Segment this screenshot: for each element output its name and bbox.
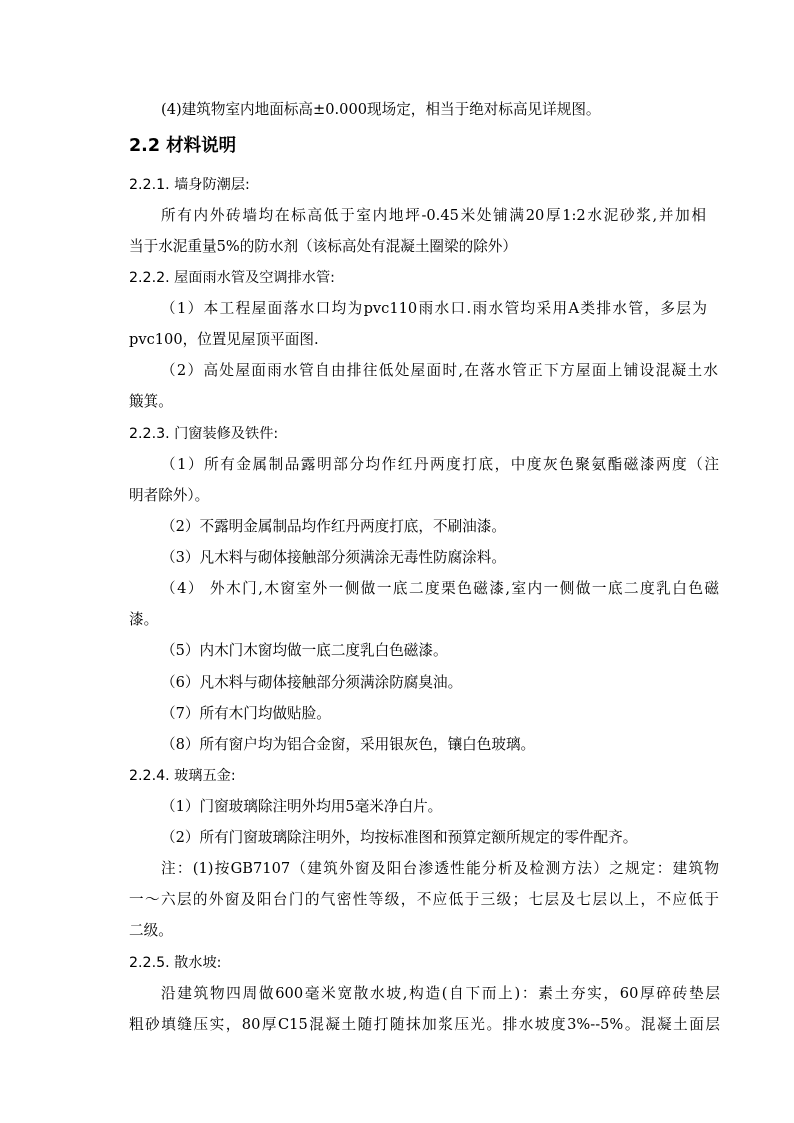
subheading-glass-hardware: 2.2.4. 玻璃五金: [129,768,236,784]
paragraph-line: （1）门窗玻璃除注明外均用5毫米净白片。 [161,798,443,815]
paragraph-line: 明者除外）。 [129,487,210,504]
paragraph-line: （7）所有木门均做贴脸。 [161,705,331,722]
paragraph-line: 当于水泥重量5%的防水剂（该标高处有混凝土圈梁的除外） [129,238,517,255]
paragraph-note-line: 一～六层的外窗及阳台门的气密性等级，不应低于三级；七层及七层以上，不应低于 [129,891,719,908]
paragraph-line: 沿建筑物四周做600毫米宽散水坡,构造(自下而上)：素土夯实，60厚碎砖垫层 [161,985,720,1002]
paragraph-elevation-note: (4)建筑物室内地面标高±0.000现场定，相当于绝对标高见详规图。 [161,101,601,118]
paragraph-line: （1）所有金属制品露明部分均作红丹两度打底，中度灰色聚氨酯磁漆两度（注 [161,456,719,473]
section-heading-materials: 2.2 材料说明 [129,136,237,156]
paragraph-line: （2）高处屋面雨水管自由排往低处屋面时,在落水管正下方屋面上铺设混凝土水 [161,362,718,379]
paragraph-line: pvc100，位置见屋顶平面图. [129,331,319,348]
paragraph-line: 簸箕。 [129,393,173,410]
paragraph-line: 所有内外砖墙均在标高低于室内地坪-0.45米处铺满20厚1:2水泥砂浆,并加相 [161,207,706,224]
subheading-apron: 2.2.5. 散水坡: [129,955,222,971]
subheading-doors-windows: 2.2.3. 门窗装修及铁件: [129,426,279,442]
paragraph-line: （5）内木门木窗均做一底二度乳白色磁漆。 [161,642,448,659]
paragraph-line: （2）所有门窗玻璃除注明外，均按标准图和预算定额所规定的零件配齐。 [161,829,638,846]
paragraph-line: （2）不露明金属制品均作红丹两度打底，不刷油漆。 [161,518,506,535]
paragraph-line: （1）本工程屋面落水口均为pvc110雨水口.雨水管均采用A类排水管，多层为 [161,300,707,317]
paragraph-line: （3）凡木料与砌体接触部分须满涂无毒性防腐涂料。 [161,549,506,566]
paragraph-line: （8）所有窗户均为铝合金窗，采用银灰色，镶白色玻璃。 [161,736,536,753]
paragraph-note-line: 二级。 [129,922,173,939]
paragraph-line: （6）凡木料与砌体接触部分须满涂防腐臭油。 [161,674,463,691]
paragraph-line: 漆。 [129,611,159,628]
paragraph-line: 粗砂填缝压实，80厚C15混凝土随打随抹加浆压光。排水坡度3%--5%。混凝土面层 [129,1016,720,1033]
paragraph-note-line: 注：(1)按GB7107（建筑外窗及阳台渗透性能分析及检测方法）之规定：建筑物 [161,860,719,877]
subheading-damp-proof: 2.2.1. 墙身防潮层: [129,177,250,193]
paragraph-line: （4） 外木门,木窗室外一侧做一底二度栗色磁漆,室内一侧做一底二度乳白色磁 [161,580,719,597]
subheading-downpipes: 2.2.2. 屋面雨水管及空调排水管: [129,270,335,286]
